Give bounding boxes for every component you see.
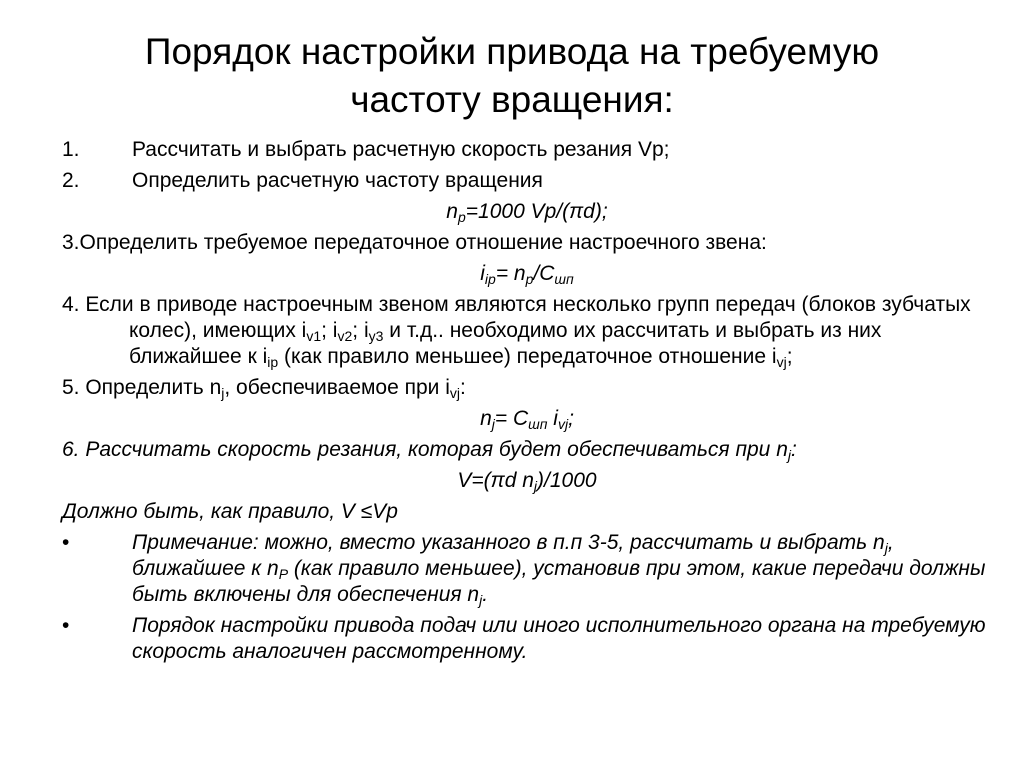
bullet-feed-drive: • Порядок настройки привода подач или иного исполнительного органа на требуемую скорость аналогичен рассмотренному. [62, 614, 986, 663]
formula-gear-ratio: $i_{ip}= n_p/C_{шп}$ [480, 262, 574, 287]
list-item-2 [62, 168, 992, 194]
step-6: 6. Рассчитать скорость резания, которая будет обеспечиваться при $n_j$: [62, 438, 797, 463]
speed-condition: Должно быть, как правило, V ≤Vp [62, 500, 398, 523]
bullet-dot: • [62, 614, 70, 637]
formula-nj: $n_j= C_{шп}$ $i_{vj}$; [480, 407, 574, 432]
title-line-1: Порядок настройки привода на требуемую [144, 31, 880, 72]
slide-title [0, 28, 1024, 124]
formula-rotation-frequency: $n_p=1000$ Vp/(πd); [446, 200, 608, 225]
item-number: 1. [62, 138, 80, 161]
formula-cutting-speed: V=(πd $n_j)/1000$ [457, 469, 597, 494]
step-5: 5. Определить $n_j$, обеспечиваемое при $i_{vj}$: [62, 376, 466, 401]
step-3: 3.Определить требуемое передаточное отношение настроечного звена: [62, 231, 767, 254]
slide-content [62, 137, 992, 670]
bullet-note: • Примечание: можно, вместо указанного в п.п 3-5, рассчитать и выбрать $n_j$, ближайшее к $n_P$ (как правило меньшее), установив при этом, какие передачи должны быть включены для обеспечения $n_j$. [62, 531, 986, 608]
title-line-2: частоту вращения: [350, 79, 674, 120]
bullet-dot: • [62, 531, 70, 554]
item-text: Определить расчетную частоту вращения [132, 169, 543, 192]
step-4: 4. Если в приводе настроечным звеном являются несколько групп передач (блоков зубчатых колес), имеющих $i_{v1}$; $i_{v2}$; $i_{у3}$ и т.д.. необходимо их рассчитать и выбрать из них ближайшее к $i_{ip}$ (как правило меньшее) передаточное отношение $i_{vj}$; [62, 293, 971, 370]
item-text: Рассчитать и выбрать расчетную скорость резания Vp; [132, 138, 670, 161]
item-number: 2. [62, 169, 80, 192]
list-item-1 [62, 137, 992, 163]
